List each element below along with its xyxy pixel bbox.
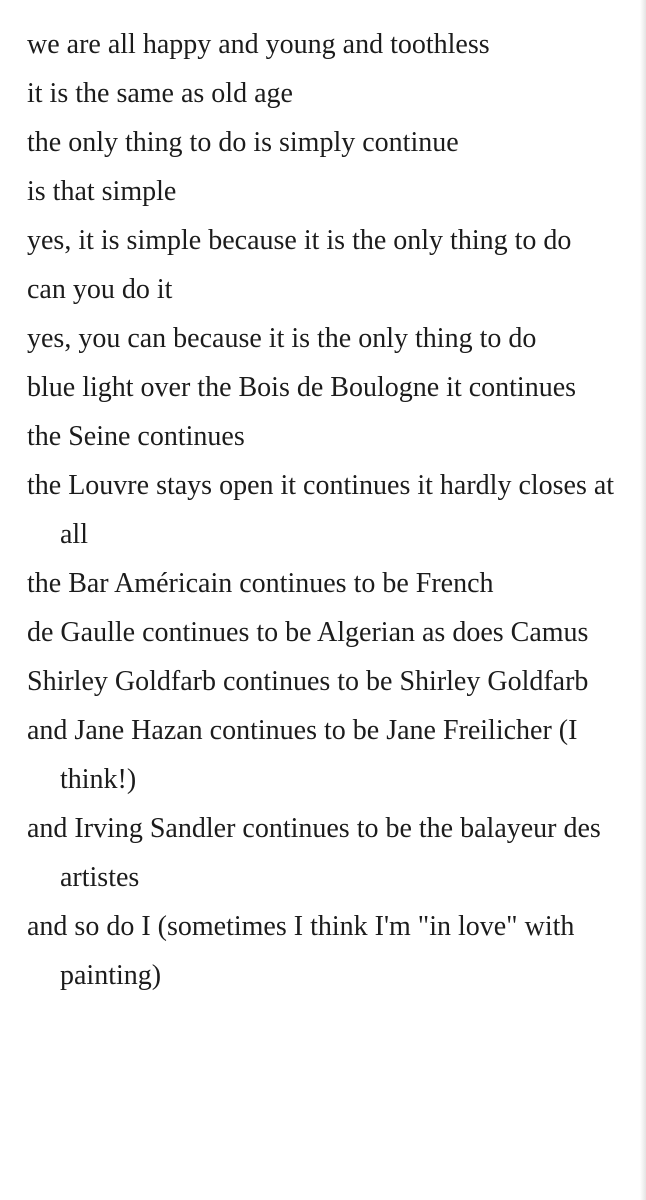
poem-line: it is the same as old age (27, 78, 293, 109)
poem-line: is that simple (27, 176, 177, 207)
poem-line: the Louvre stays open it continues it hardly closes at all (27, 470, 615, 550)
poem-line: yes, you can because it is the only thing to do (27, 323, 537, 354)
poem-text (27, 20, 627, 1000)
poem-line: we are all happy and young and toothless (27, 29, 490, 60)
poem-line: de Gaulle continues to be Algerian as does Camus (27, 617, 589, 648)
poem-line: and Jane Hazan continues to be Jane Freilicher (I think!) (27, 715, 578, 795)
poem-line: the Bar Américain continues to be French (27, 568, 494, 599)
poem-line: Shirley Goldfarb continues to be Shirley Goldfarb (27, 666, 589, 697)
poem-line: the only thing to do is simply continue (27, 127, 459, 158)
poem-line: and Irving Sandler continues to be the balayeur des artistes (27, 813, 601, 893)
poem-line: can you do it (27, 274, 173, 305)
poem-line: and so do I (sometimes I think I'm "in love" with painting) (27, 911, 575, 991)
poem-line: the Seine continues (27, 421, 245, 452)
poem-line: yes, it is simple because it is the only thing to do (27, 225, 572, 256)
poem-line: blue light over the Bois de Boulogne it continues (27, 372, 577, 403)
page-edge-shadow (640, 0, 646, 1200)
